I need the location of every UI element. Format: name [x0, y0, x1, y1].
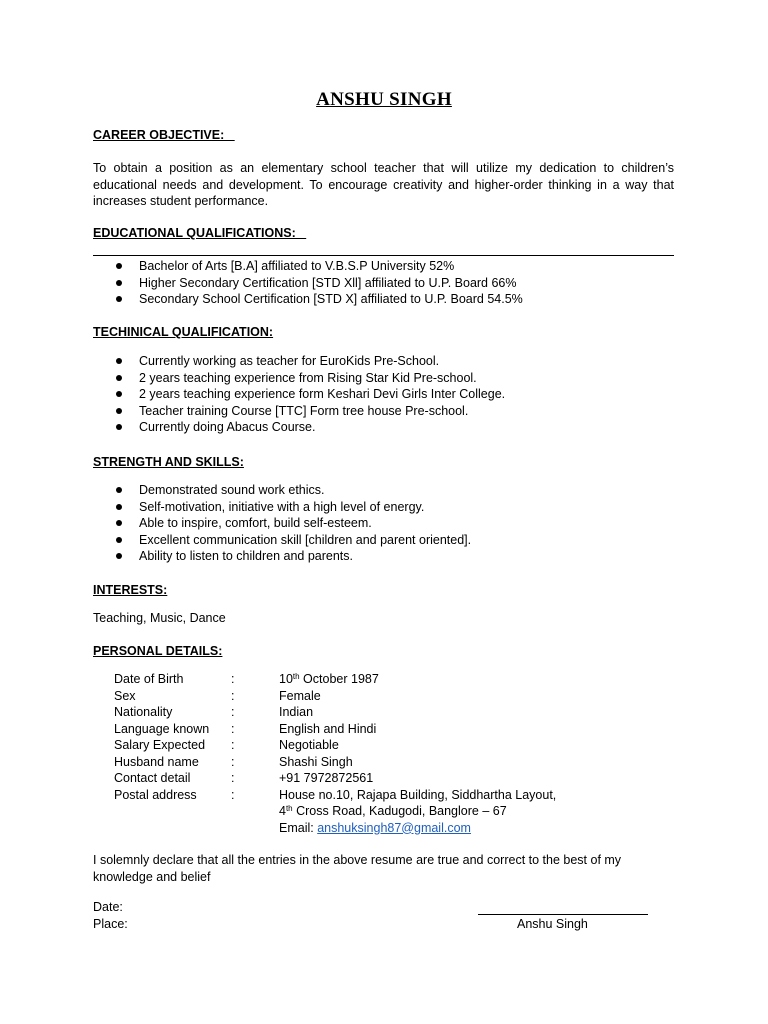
- table-row: [114, 754, 556, 771]
- colon: :: [231, 705, 235, 719]
- signature-line: [478, 914, 648, 915]
- list-item: Higher Secondary Certification [STD Xll] affiliated to U.P. Board 66%: [0, 275, 523, 292]
- interests-heading: INTERESTS:: [93, 583, 168, 597]
- place-label: Place:: [93, 917, 128, 931]
- colon: :: [231, 672, 235, 686]
- email-row: [279, 820, 556, 837]
- bullet-icon: [116, 375, 122, 381]
- list-item: Ability to listen to children and parents.: [0, 548, 471, 565]
- colon: :: [231, 738, 235, 752]
- resume-name: ANSHU SINGH: [316, 89, 452, 110]
- interests-text: Teaching, Music, Dance: [93, 611, 226, 625]
- colon: :: [231, 688, 235, 703]
- colon: :: [231, 754, 235, 769]
- table-row: [114, 671, 556, 688]
- skills-list: [0, 482, 471, 565]
- language-label: Language known: [114, 721, 210, 736]
- education-list: [0, 258, 523, 308]
- colon: :: [231, 771, 235, 785]
- email-label: Email:: [279, 820, 318, 835]
- bullet-icon: [116, 537, 122, 543]
- education-heading: EDUCATIONAL QUALIFICATIONS:: [93, 226, 307, 240]
- bullet-icon: [116, 296, 122, 302]
- bullet-icon: [116, 263, 122, 269]
- table-row: [114, 737, 556, 754]
- sex-value: Female: [279, 688, 321, 703]
- list-item: Currently working as teacher for EuroKids Pre-School.: [0, 353, 505, 370]
- list-item: Demonstrated sound work ethics.: [0, 482, 471, 499]
- bullet-icon: [116, 424, 122, 430]
- table-row: [114, 770, 556, 787]
- nationality-value: Indian: [279, 705, 314, 719]
- section-divider: [93, 255, 674, 256]
- technical-list: [0, 353, 505, 436]
- list-item: Able to inspire, comfort, build self-esteem.: [0, 515, 471, 532]
- table-row: [114, 688, 556, 705]
- list-item: 2 years teaching experience form Keshari Devi Girls Inter College.: [0, 386, 505, 403]
- table-row: [114, 787, 556, 804]
- bullet-icon: [116, 358, 122, 364]
- skills-heading: STRENGTH AND SKILLS:: [93, 455, 244, 469]
- bullet-icon: [116, 487, 122, 493]
- list-item: Bachelor of Arts [B.A] affiliated to V.B.S.P University 52%: [0, 258, 523, 275]
- list-item: Excellent communication skill [children and parent oriented].: [0, 532, 471, 549]
- bullet-icon: [116, 504, 122, 510]
- email-link[interactable]: anshuksingh87@gmail.com: [317, 820, 471, 835]
- colon: :: [231, 787, 235, 802]
- list-item: Self-motivation, initiative with a high level of energy.: [0, 499, 471, 516]
- language-value: English and Hindi: [279, 721, 377, 736]
- salary-value: Negotiable: [279, 738, 339, 752]
- bullet-icon: [116, 391, 122, 397]
- bullet-icon: [116, 520, 122, 526]
- husband-value: Shashi Singh: [279, 754, 353, 769]
- postal-line-2: 4th Cross Road, Kadugodi, Banglore – 67: [279, 804, 507, 818]
- husband-label: Husband name: [114, 754, 199, 769]
- career-objective-text: To obtain a position as an elementary school teacher that will utilize my dedication to children’s educational needs and development. To encourage creativity and higher-order thinking in a way that increases student performance.: [93, 161, 674, 208]
- declaration-text: I solemnly declare that all the entries in the above resume are true and correct to the best of my knowledge and belief: [93, 853, 622, 884]
- contact-value: +91 7972872561: [279, 771, 374, 785]
- nationality-label: Nationality: [114, 705, 173, 719]
- table-row: [114, 721, 556, 738]
- salary-label: Salary Expected: [114, 738, 206, 752]
- signature-name: Anshu Singh: [517, 917, 588, 931]
- postal-label: Postal address: [114, 787, 197, 802]
- sex-label: Sex: [114, 688, 136, 703]
- date-label: Date:: [93, 900, 123, 914]
- table-row: [114, 704, 556, 721]
- bullet-icon: [116, 553, 122, 559]
- personal-details-table: [114, 671, 556, 836]
- table-row: [114, 803, 556, 820]
- list-item: Secondary School Certification [STD X] affiliated to U.P. Board 54.5%: [0, 291, 523, 308]
- dob-value: 10th October 1987: [279, 672, 379, 686]
- career-objective-heading: CAREER OBJECTIVE:: [93, 128, 235, 142]
- list-item: 2 years teaching experience from Rising Star Kid Pre-school.: [0, 370, 505, 387]
- bullet-icon: [116, 280, 122, 286]
- list-item: Currently doing Abacus Course.: [0, 419, 505, 436]
- postal-line-1: House no.10, Rajapa Building, Siddhartha Layout,: [279, 787, 557, 802]
- bullet-icon: [116, 408, 122, 414]
- contact-label: Contact detail: [114, 771, 191, 785]
- list-item: Teacher training Course [TTC] Form tree house Pre-school.: [0, 403, 505, 420]
- colon: :: [231, 721, 235, 736]
- personal-details-heading: PERSONAL DETAILS:: [93, 644, 223, 658]
- table-row: [114, 820, 556, 837]
- dob-label: Date of Birth: [114, 672, 184, 686]
- technical-heading: TECHINICAL QUALIFICATION:: [93, 325, 274, 339]
